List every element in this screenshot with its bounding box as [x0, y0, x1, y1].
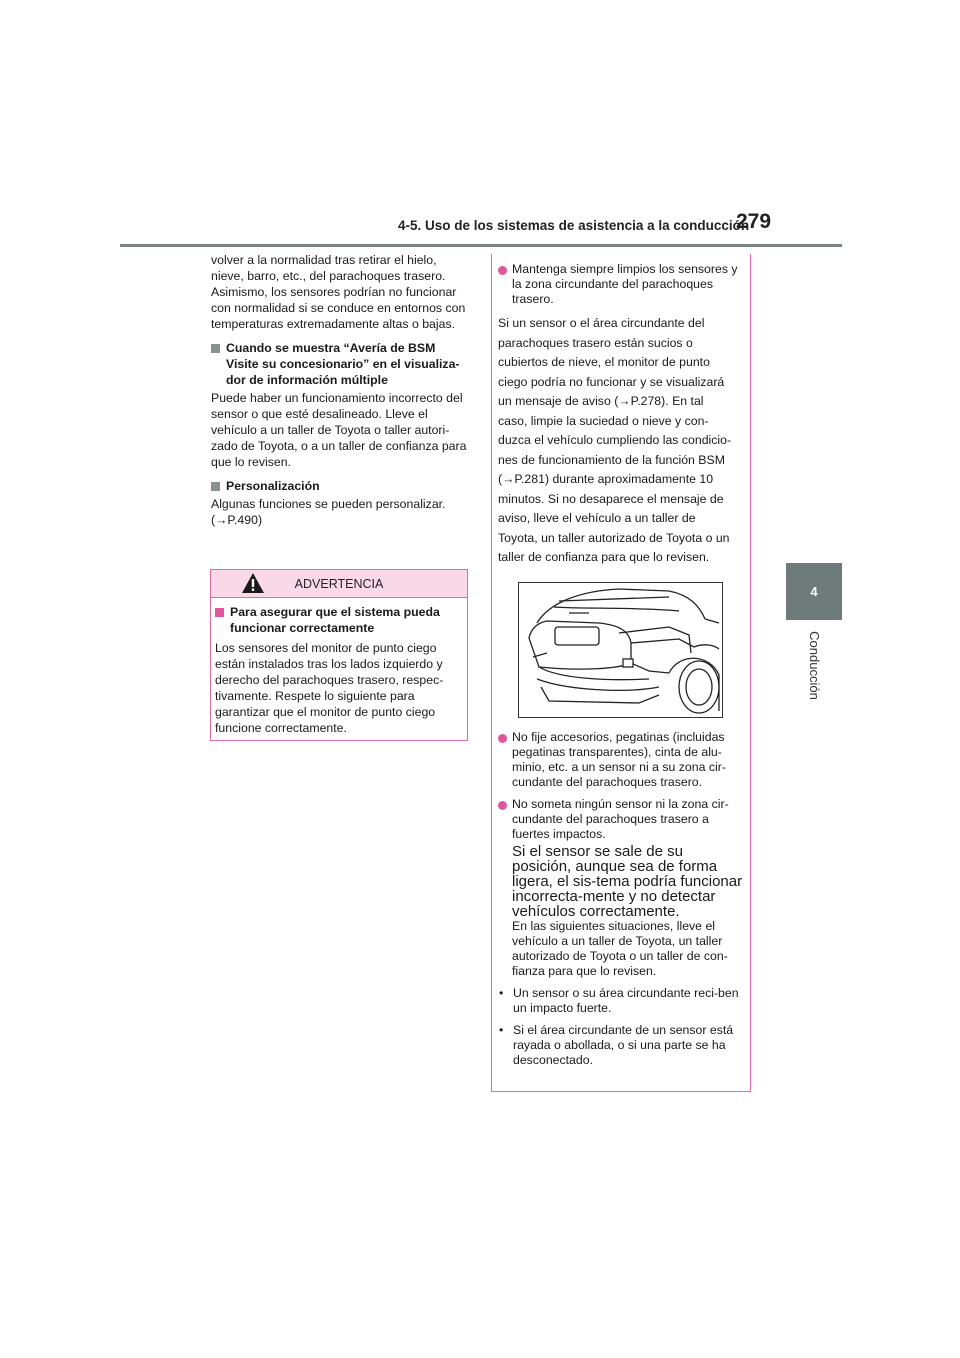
section-title: 4-5. Uso de los sistemas de asistencia a la conducción: [398, 218, 750, 233]
dash-text: Si el área circundante de un sensor está rayada o abollada, o si una parte se ha desconectado.: [513, 1022, 734, 1067]
paragraph-line: duzca el vehículo cumpliendo las condicio-: [498, 433, 732, 447]
warning-text: Los sensores del monitor de punto ciego están instalados tras los lados izquierdo y derecho del parachoques trasero, respec-tivamente. Respete lo siguiente para garantizar que el monitor de punto ciego funcione correctamente.: [215, 641, 444, 735]
paragraph-line: minutos. Si no desaparece el mensaje de: [498, 491, 724, 506]
paragraph-line: nes de funcionamiento de la función BSM: [498, 452, 725, 467]
square-bullet-icon: [211, 482, 220, 491]
section-body-bsm: Puede haber un funcionamiento incorrecto del sensor o que esté desalineado. Lleve el vehículo a un taller de Toyota o taller autori-zado de Toyota, o a un taller de confianza para que lo revisen.: [211, 391, 467, 469]
dash-bullet: •: [499, 985, 504, 1000]
square-bullet-icon: [211, 344, 220, 353]
dash-text: Un sensor o su área circundante reci-ben un impacto fuerte.: [513, 985, 739, 1015]
square-bullet-icon: [215, 608, 224, 617]
paragraph-line: un mensaje de aviso (→P.278). En tal: [498, 394, 704, 408]
paragraph-line: (→P.281) durante aproximadamente 10: [498, 472, 714, 486]
warning-body: [211, 598, 467, 736]
bullet-dot-icon: [498, 801, 507, 810]
paragraph-line: ciego podría no funcionar y se visualizará: [498, 374, 725, 389]
bullet-dot-icon: [498, 266, 507, 275]
list-item: [498, 262, 746, 307]
section-heading-bsm-text: Cuando se muestra “Avería de BSM Visite su concesionario” en el visualiza-dor de información múltiple: [226, 341, 460, 387]
caution-content: [498, 262, 746, 1075]
warning-heading: [215, 604, 463, 636]
bullet-followup-text: En las siguientes situaciones, lleve el vehículo a un taller de Toyota, un taller autorizado de Toyota o un taller de con-fianza para que lo revisen.: [512, 918, 728, 978]
chapter-tab[interactable]: 4: [786, 563, 842, 620]
paragraph-line: taller de confianza para que lo revisen.: [498, 550, 710, 564]
bullet-emphasis-text: Si el sensor se sale de su posición, aunque sea de forma ligera, el sis-tema podría funcionar incorrecta-mente y no detectar vehículos correctamente.: [512, 842, 743, 920]
paragraph-line: Toyota, un taller autorizado de Toyota o un: [498, 530, 730, 545]
paragraph-line: caso, limpie la suciedad o nieve y con-: [498, 413, 709, 428]
suv-rear-drawing: [519, 583, 722, 717]
left-column: [211, 252, 471, 536]
section-heading-personalization-text: Personalización: [226, 479, 320, 493]
warning-box: [210, 569, 468, 741]
list-item: [498, 986, 746, 1016]
bullet-text: No fije accesorios, pegatinas (incluidas pegatinas transparentes), cinta de alu-minio, etc. a un sensor ni a su zona cir-cundante del parachoques trasero.: [512, 729, 726, 789]
paragraph-line: aviso, lleve el vehículo a un taller de: [498, 511, 696, 525]
paragraph-line: cubiertos de nieve, el monitor de punto: [498, 355, 710, 369]
caution-box: [491, 254, 751, 1092]
bullet-text-group: [512, 797, 746, 979]
car-rear-illustration: [518, 582, 723, 718]
header-rule: [120, 244, 842, 247]
chapter-label: [782, 630, 846, 700]
section-heading-bsm: [211, 340, 471, 388]
warning-header: [211, 570, 467, 598]
list-item: [498, 1023, 746, 1068]
bullet-text: No someta ningún sensor ni la zona cir-cundante del parachoques trasero a fuertes impactos.: [512, 796, 729, 841]
section-body-personalization: Algunas funciones se pueden personalizar. (→P.490): [211, 497, 446, 527]
sensor-dirty-paragraph: [498, 314, 746, 568]
paragraph-line: parachoques trasero están sucios o: [498, 335, 693, 350]
bullet-dot-icon: [498, 734, 507, 743]
bullet-text: Mantenga siempre limpios los sensores y la zona circundante del parachoques trasero.: [512, 262, 738, 306]
page-number: 279: [736, 210, 772, 233]
warning-heading-text: Para asegurar que el sistema pueda funcionar correctamente: [230, 605, 440, 635]
warning-triangle-icon: [241, 572, 265, 594]
intro-paragraph: volver a la normalidad tras retirar el hielo, nieve, barro, etc., del parachoques trasero. Asimismo, los sensores podrían no funcionar con normalidad si se conduce en entornos con temperaturas extremadamente altas o bajas.: [211, 253, 466, 331]
list-item: [498, 730, 746, 790]
section-heading-personalization: [211, 478, 471, 494]
dash-bullet: •: [499, 1022, 504, 1037]
list-item: [498, 797, 746, 979]
chapter-label-text: Conducción: [806, 630, 822, 700]
paragraph-line: Si un sensor o el área circundante del: [498, 316, 705, 330]
warning-title: ADVERTENCIA: [294, 576, 384, 591]
